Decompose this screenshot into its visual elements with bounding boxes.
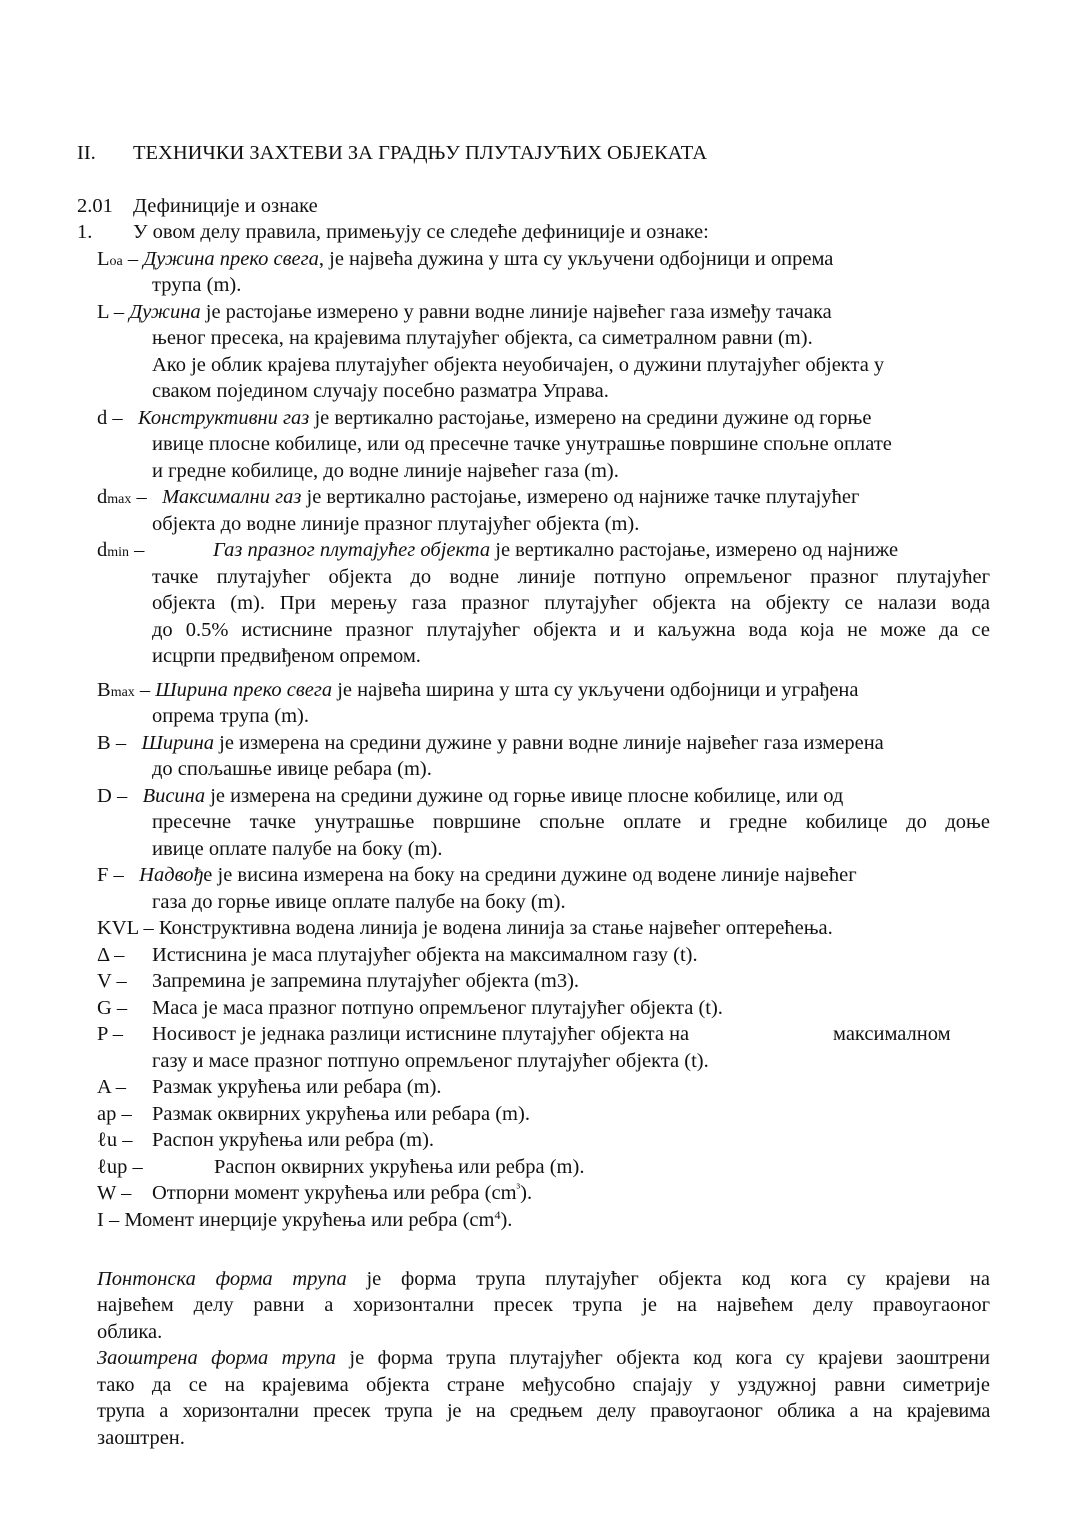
symbol: A – [97, 1076, 127, 1098]
chapter-number: II. [77, 142, 96, 164]
definition-line: опрема трупа (m). [152, 705, 309, 727]
definition-bmax [97, 677, 859, 706]
symbol: P – [97, 1023, 124, 1045]
definition-text: Распон оквирних укрућења или ребра (m). [214, 1156, 585, 1178]
definition-text: је вертикално растојање, измерено од најниже тачке плутајућег [301, 486, 860, 508]
definition-line: тачке плутајућег објекта до водне линије потпуно опремљеног празног плутајућег [152, 566, 990, 588]
paragraph-line: заоштрен. [97, 1427, 185, 1449]
definition-line: газу и масе празног потпуно опремљеног плутајућег објекта (t). [152, 1050, 709, 1072]
symbol: W – [97, 1182, 132, 1204]
symbol: ap – [97, 1103, 132, 1125]
term: Дужина [129, 301, 201, 323]
symbol: F [97, 864, 109, 886]
term: Максимални газ [162, 486, 302, 508]
definition-line: газа до горње ивице оплате палубе на боку (m). [152, 891, 566, 913]
section-title: Дефиниције и ознаке [133, 195, 318, 217]
paragraph-line: облика. [97, 1321, 163, 1343]
symbol: d [97, 407, 108, 429]
paragraph-text: је форма трупа плутајућег објекта код кога су крајеви заоштрени [336, 1347, 990, 1369]
symbol: V – [97, 970, 127, 992]
definition-text: је измерена на средини дужине у равни водне линије највећег газа измерена [214, 732, 884, 754]
definition-text: Истиснина је маса плутајућег објекта на максималном газу (t). [152, 944, 698, 966]
term: Конструктивни газ [138, 407, 310, 429]
dash: – [110, 732, 142, 754]
dash: – [108, 301, 130, 323]
symbol: KVL [97, 917, 139, 939]
dash: – [129, 539, 145, 561]
symbol: B [97, 732, 111, 754]
symbol-subscript: max [110, 685, 135, 700]
paragraph-line: тако да се на крајевима објекта стране међусобно спајају у уздужној равни симетрије [97, 1374, 990, 1396]
definition-text: је растојање измерено у равни водне линије највећег газа између тачака [200, 301, 832, 323]
definition-line: сваком појединoм случају посебно разматра Управа. [152, 380, 609, 402]
definition-text: Запремина је запремина плутајућег објекта (m3). [152, 970, 580, 992]
symbol: G – [97, 997, 128, 1019]
definition-d [97, 405, 871, 431]
definition-loa [97, 246, 833, 275]
definition-text: – Момент инерције укрућења или ребра (cm [103, 1209, 495, 1231]
definition-l [97, 299, 832, 325]
term: Газ празног плутајућег објекта [213, 539, 491, 561]
unit-exponent: ³ [516, 1181, 521, 1195]
definition-line: Ако је облик крајева плутајућег објекта неуобичајен, о дужини плутајућег објекта у [152, 354, 885, 376]
definition-dmin-text [213, 537, 898, 563]
definition-line: исцрпи предвиђеном опремом. [152, 645, 421, 667]
definition-text: Носивост је једнака разлици истиснине плутајућег објекта на [152, 1023, 690, 1045]
term: Понтонска форма трупа [97, 1268, 347, 1290]
symbol: B [97, 679, 111, 701]
symbol: d [97, 486, 108, 508]
dash: – [131, 486, 163, 508]
definition-dmin [97, 537, 144, 566]
paragraph-line: трупа а хоризонтални пресек трупа је на средњем делу правоугаоног облика а на крајевима [97, 1400, 990, 1422]
definition-text: је вертикално растојање, измерено на средини дужине од горње [309, 407, 872, 429]
symbol-subscript: max [107, 492, 132, 507]
definition-text: Размак укрућења или ребара (m). [152, 1076, 442, 1098]
definition-text-end: ). [500, 1209, 513, 1231]
chapter-heading [0, 140, 1090, 166]
definition-line: ивице оплате палубе на боку (m). [152, 838, 443, 860]
definition-f [97, 862, 857, 888]
dash: – [122, 248, 144, 270]
definition-line: њеног пресека, на крајевима плутајућег објекта, са симетралном равни (m). [152, 327, 813, 349]
definition-text: Маса је маса празног потпуно опремљеног плутајућег објекта (t). [152, 997, 723, 1019]
definition-line: до спољашње ивице ребара (m). [152, 758, 432, 780]
definition-text: Распон укрућења или ребра (m). [152, 1129, 435, 1151]
symbol-subscript: min [107, 545, 130, 560]
definition-line: и гредне кобилице, до водне линије највећег газа (m). [152, 460, 619, 482]
term: Заоштрена форма трупа [97, 1347, 336, 1369]
term: Надвођ [139, 864, 204, 886]
symbol: I [97, 1209, 104, 1231]
definition-text: је вертикално растојање, измерено од најниже [490, 539, 899, 561]
dash: – [134, 679, 156, 701]
paragraph-pontoon-form [97, 1266, 990, 1292]
term: Ширина [141, 732, 214, 754]
definition-text: Отпорни момент укрућења или ребра (cm [152, 1182, 517, 1204]
symbol: L [97, 301, 109, 323]
definition-text: – Конструктивна водена линија је водена линија за стање највећег оптерећења. [138, 917, 833, 939]
definition-b [97, 730, 884, 756]
definition-text: Размак оквирних укрућења или ребара (m). [152, 1103, 530, 1125]
dash: – [111, 785, 143, 807]
section-number: 2.01 [77, 195, 113, 217]
intro-number: 1. [77, 221, 93, 243]
symbol-subscript: oa [109, 254, 123, 269]
definition-text-end: ). [520, 1182, 533, 1204]
symbol: ℓup – [97, 1156, 143, 1178]
symbol: D [97, 785, 112, 807]
definition-text-tail: максималном [833, 1023, 951, 1045]
intro-text: У овом делу правила, примењују се следеће дефиниције и ознаке: [133, 221, 709, 243]
definition-text-group [152, 1180, 532, 1206]
chapter-title: ТЕХНИЧКИ ЗАХТЕВИ ЗА ГРАДЊУ ПЛУТАЈУЋИХ ОБЈЕКАТА [133, 142, 708, 164]
unit-exponent: 4 [494, 1208, 501, 1222]
definition-text: је измерена на средини дужине од горње ивице плосне кобилице, или од [205, 785, 844, 807]
dash: – [108, 864, 140, 886]
definition-line: пресечне тачке унутрашње површине спољне оплате и гредне кобилице до доње [152, 811, 990, 833]
term: Висина [142, 785, 206, 807]
definition-line: објекта до водне линије празног плутајућег објекта (m). [152, 513, 640, 535]
symbol: Δ – [97, 944, 125, 966]
definition-height [97, 783, 843, 809]
paragraph-line: највећем делу равни а хоризонтални пресек трупа је на највећем делу правоугаоног [97, 1294, 990, 1316]
term: Ширина преко свега [155, 679, 333, 701]
symbol: L [97, 248, 110, 270]
definition-dmax [97, 484, 859, 513]
definition-moment-of-inertia [97, 1207, 512, 1233]
definition-text: , је највећа дужина у шта су укључени одбојници и опрема [318, 248, 834, 270]
definition-line: до 0.5% истиснине празног плутајућег објекта и и каљужна вода која не може да се [152, 619, 990, 641]
definition-text: е је висина измерена на боку на средини дужине од водене линије највећег [203, 864, 857, 886]
dash: – [107, 407, 138, 429]
definition-line: објекта (m). При мерењу газа празног плутајућег објекта на објекту се налази вода [152, 592, 990, 614]
paragraph-pointed-form [97, 1345, 990, 1371]
definition-line: ивице плосне кобилице, или од пресечне тачке унутрашње површине спољне оплате [152, 433, 892, 455]
symbol: ℓu – [97, 1129, 133, 1151]
symbol: d [97, 539, 108, 561]
paragraph-text: је форма трупа плутајућег објекта код кога су крајеви на [346, 1268, 990, 1290]
term: Дужина преко свега [143, 248, 319, 270]
definition-kvl [97, 915, 833, 941]
definition-line: трупа (m). [152, 274, 242, 296]
definition-text: је највећа ширина у шта су укључени одбојници и уграђена [332, 679, 859, 701]
